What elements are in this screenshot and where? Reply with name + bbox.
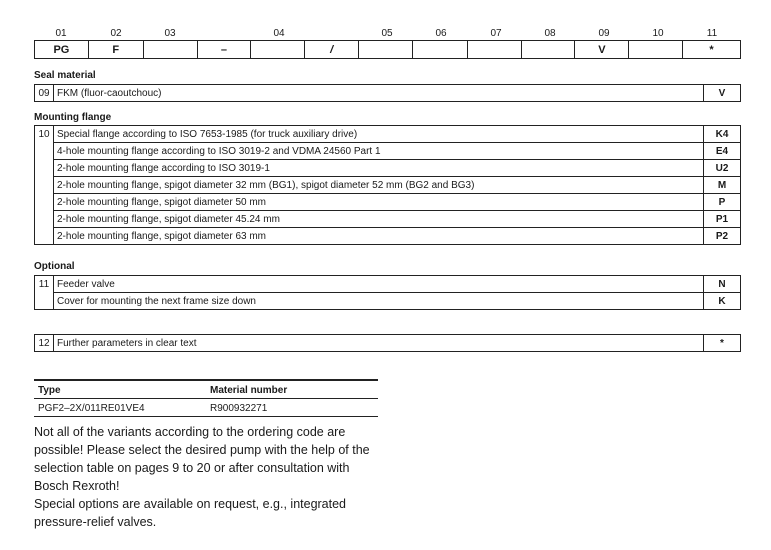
seal-material-table [34, 84, 741, 102]
row-number: 11 [35, 276, 54, 310]
code-cell-dash: – [198, 41, 252, 58]
row-code: * [704, 335, 741, 352]
column-number: 02 [110, 28, 122, 39]
material-number-header: Material number [210, 385, 288, 396]
row-number: 10 [35, 126, 54, 245]
code-cell-08 [522, 41, 576, 58]
code-cell-01: PG [35, 41, 89, 58]
table-row [35, 85, 741, 102]
row-code: U2 [704, 160, 741, 177]
row-code: K4 [704, 126, 741, 143]
code-cell-07 [468, 41, 522, 58]
column-number: 11 [706, 28, 718, 39]
type-value: PGF2–2X/011RE01VE4 [38, 403, 145, 414]
row-code: K [704, 293, 741, 310]
code-cell-05 [359, 41, 413, 58]
row-code: N [704, 276, 741, 293]
seal-material-title: Seal material [34, 70, 96, 81]
column-number: 10 [652, 28, 664, 39]
table-row [35, 194, 741, 211]
row-code: V [704, 85, 741, 102]
row-code: M [704, 177, 741, 194]
row-description: Feeder valve [54, 276, 704, 293]
type-header: Type [38, 385, 61, 396]
column-number: 07 [490, 28, 502, 39]
optional-title: Optional [34, 261, 75, 272]
table-row [35, 228, 741, 245]
table-row [35, 335, 741, 352]
code-cell-02: F [89, 41, 144, 58]
row-description: 2-hole mounting flange, spigot diameter 63 mm [54, 228, 704, 245]
row-code: P [704, 194, 741, 211]
type-table-header [34, 379, 378, 399]
table-row [35, 126, 741, 143]
row-code: P1 [704, 211, 741, 228]
table-row [35, 143, 741, 160]
table-row [35, 211, 741, 228]
variants-note: Not all of the variants according to the ordering code are possible! Please select the desired pump with the help of the selection table on pages 9 to 20 or after consultation with Bosch Rexroth! [34, 425, 370, 493]
code-cell-04 [251, 41, 305, 58]
column-number: 06 [435, 28, 447, 39]
code-cell-slash: / [305, 41, 359, 58]
row-description: 2-hole mounting flange, spigot diameter 50 mm [54, 194, 704, 211]
row-code: E4 [704, 143, 741, 160]
row-description: 2-hole mounting flange, spigot diameter 32 mm (BG1), spigot diameter 52 mm (BG2 and BG3) [54, 177, 704, 194]
material-number-value: R900932271 [210, 403, 268, 414]
row-number: 09 [35, 85, 54, 102]
column-number: 03 [164, 28, 176, 39]
table-row [35, 276, 741, 293]
code-cell-06 [413, 41, 468, 58]
code-cell-11: * [709, 43, 714, 56]
further-parameters-table [34, 334, 741, 352]
column-number: 05 [381, 28, 393, 39]
row-number: 12 [35, 335, 54, 352]
optional-table [34, 275, 741, 310]
column-number: 01 [55, 28, 67, 39]
row-code: P2 [704, 228, 741, 245]
row-description: 2-hole mounting flange according to ISO 3019-1 [54, 160, 704, 177]
type-material-table [34, 379, 378, 417]
code-cell-03 [144, 41, 198, 58]
row-description: 2-hole mounting flange, spigot diameter 45.24 mm [54, 211, 704, 228]
column-number: 04 [273, 28, 285, 39]
special-options-note: Special options are available on request, e.g., integrated pressure-relief valves. [34, 497, 347, 529]
column-number: 08 [544, 28, 556, 39]
ordering-code-row [34, 40, 741, 59]
table-row [34, 399, 378, 417]
code-cell-09: V [575, 41, 629, 58]
row-description: FKM (fluor-caoutchouc) [54, 85, 704, 102]
row-description: Special flange according to ISO 7653-1985 (for truck auxiliary drive) [54, 126, 704, 143]
table-row [35, 160, 741, 177]
row-description: 4-hole mounting flange according to ISO 3019-2 and VDMA 24560 Part 1 [54, 143, 704, 160]
code-cell-10 [629, 41, 683, 58]
table-row [35, 293, 741, 310]
mounting-flange-title: Mounting flange [34, 112, 112, 123]
mounting-flange-table [34, 125, 741, 245]
row-description: Cover for mounting the next frame size down [54, 293, 704, 310]
column-number: 09 [598, 28, 610, 39]
row-description: Further parameters in clear text [54, 335, 704, 352]
table-row [35, 177, 741, 194]
